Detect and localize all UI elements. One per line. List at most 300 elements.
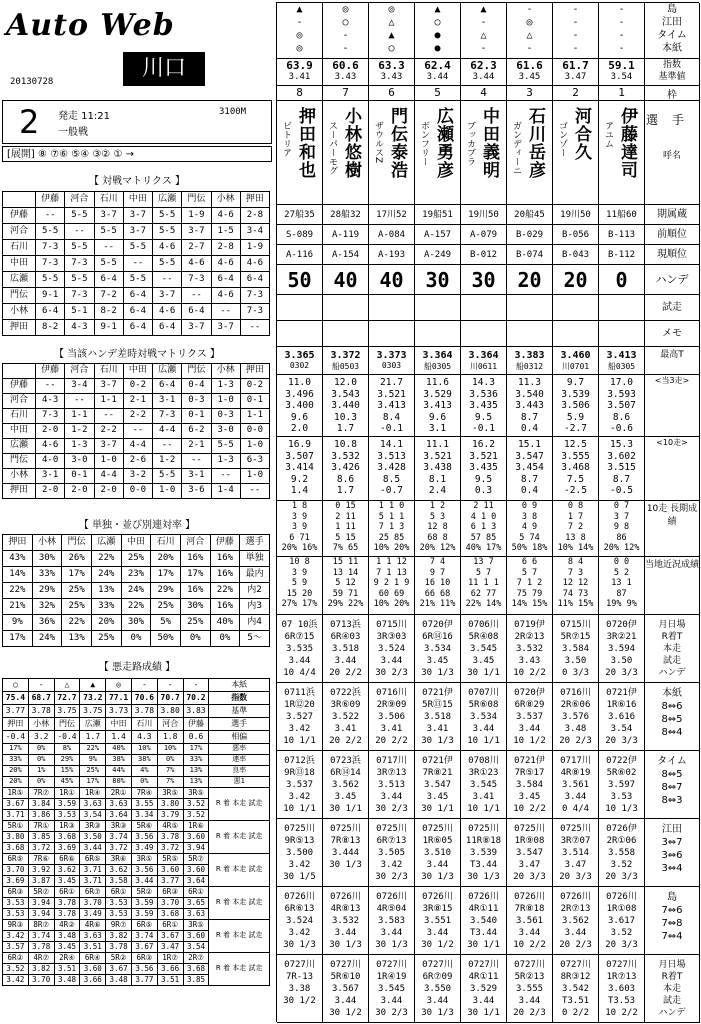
rentai-cell: 30% xyxy=(32,551,62,567)
matrix-cell: 3-7 xyxy=(153,288,182,304)
akuso-hist-cell: 3.67 xyxy=(131,942,157,953)
rider-history-line: 20 2/3 xyxy=(513,1008,546,1018)
rentai-cell: 20% xyxy=(91,615,121,631)
rider-history-line: 3.547 xyxy=(423,780,452,790)
rider-history-line: 0720伊 xyxy=(606,620,637,630)
akuso-cell: 20% xyxy=(3,766,29,777)
akuso-cell: - xyxy=(183,679,209,692)
rentai-col-header: 中田 xyxy=(121,535,151,551)
matrix-cell: 3-2 xyxy=(123,469,152,484)
rider-recent3 xyxy=(415,375,461,437)
matrix-cell: 0-3 xyxy=(211,409,240,424)
rider-history xyxy=(415,683,461,751)
rentai-col-header: 河合 xyxy=(180,535,210,551)
rentai-cell: 23% xyxy=(121,567,151,583)
label-base-text: 基準値 xyxy=(658,72,686,82)
rider-yobi: ゴンゾー xyxy=(557,121,567,157)
rider-marks-line: ◎ xyxy=(296,43,303,54)
akuso-hist-cell: 7R① xyxy=(28,821,54,832)
rider-history xyxy=(277,955,323,1023)
rider-recent10-line: 8.7 xyxy=(612,473,631,485)
matrix-col-header: 石川 xyxy=(94,364,123,379)
rider-history-line: 0716川 xyxy=(560,688,591,698)
akuso-hist-cell: 3.42 xyxy=(3,975,29,986)
rider-history xyxy=(369,615,415,683)
rider-history-line: 1R①08 xyxy=(606,904,637,914)
label-senshu-text: 選手 xyxy=(645,113,698,127)
akuso-cell: 33% xyxy=(183,755,209,766)
akuso-hist-cell: 3.63 xyxy=(80,931,106,942)
label-history xyxy=(645,615,700,683)
rider-history xyxy=(369,751,415,819)
matrix-row-header: 押田 xyxy=(3,320,36,336)
akuso-row-label: 良率 xyxy=(209,766,270,777)
rider-history-line: 30 1/1 xyxy=(329,804,362,814)
akuso-hist-cell: 3.52 xyxy=(183,799,209,810)
akuso-hist-cell: 6R① xyxy=(183,887,209,898)
akuso-hist-cell: 3.62 xyxy=(106,865,132,876)
rider-history-line: 0726川 xyxy=(560,892,591,902)
rider-history-line: 4R⑧13 xyxy=(330,904,361,914)
rider-long-line: 4 9 xyxy=(521,522,538,532)
rider-history-line: 0725川 xyxy=(284,824,315,834)
rider-memo xyxy=(599,321,645,347)
akuso-hist-cell: 3.68 xyxy=(54,832,80,843)
rider-best-date: 川0611 xyxy=(469,362,498,371)
rider-index-value: 61.7 xyxy=(562,59,589,72)
rider-index xyxy=(415,59,461,86)
rider-index xyxy=(461,59,507,86)
matrix-cell: 5-5 xyxy=(94,256,123,272)
rider-ba-line: 5 2 xyxy=(613,567,630,578)
rider-history-line: 3.537 xyxy=(285,780,314,790)
rider-history-line: 1R⑥05 xyxy=(422,836,453,846)
rider-history-line: 0720伊 xyxy=(422,620,453,630)
rider-name: 中田義明 xyxy=(479,107,499,179)
label-gen: 現順位 xyxy=(645,245,700,265)
akuso-hist-cell: 3.60 xyxy=(183,931,209,942)
rider-ba-line: 5 12 xyxy=(335,578,356,588)
label-history-line: 本走 xyxy=(662,644,681,654)
matrix-cell: 4-0 xyxy=(36,454,65,469)
rider-long-line: 2 11 xyxy=(473,501,494,511)
rentai-row-label: 最内 xyxy=(240,567,270,583)
akuso-row-label: 相偏 xyxy=(209,731,270,744)
label-yobi-text: 呼名 xyxy=(662,151,681,161)
akuso-hist-cell: 3.44 xyxy=(80,843,106,854)
matrix-row xyxy=(3,424,270,439)
rider-best-time: 3.460 xyxy=(560,350,591,361)
akuso-hist-cell: 3.59 xyxy=(54,799,80,810)
rider-marks xyxy=(323,3,369,59)
rider-history-line: 0 3/3 xyxy=(561,668,590,678)
label-history-line: R着T xyxy=(661,632,683,642)
akuso-hist-label: R 着 本走 試走 xyxy=(209,788,270,821)
rider-ba-line: 62 77 xyxy=(470,588,497,599)
akuso-hist-cell: 3.85 xyxy=(28,832,54,843)
rider-long-line: 10% 20% xyxy=(373,543,410,553)
rider-history-line: 3.561 xyxy=(561,780,590,790)
rider-ba-line: 8 4 xyxy=(567,557,584,567)
rider-marks-line: △ xyxy=(526,30,533,41)
rider-name: 広瀬勇彦 xyxy=(433,107,453,179)
matrix-row xyxy=(3,394,270,409)
rider-memo xyxy=(553,321,599,347)
akuso-cell: 1% xyxy=(28,766,54,777)
akuso-cell: 1.4 xyxy=(106,731,132,744)
rider-history-line: 10 1/2 xyxy=(513,736,546,746)
rider-recent3-line: 14.3 xyxy=(472,377,495,388)
rider-ba-line: 22% 14% xyxy=(465,599,502,609)
label-zen: 前順位 xyxy=(645,225,700,245)
rider-history-line: 30 2/3 xyxy=(375,804,408,814)
rider-long-line: 25 85 xyxy=(378,532,405,543)
label-pick-line: 7⇔8 xyxy=(661,918,683,929)
rider-history-line: 3.48 xyxy=(564,724,587,734)
rider-history-line: 3.43 xyxy=(518,656,541,666)
matrix-cell: 3-7 xyxy=(182,320,211,336)
rider-history-line: 0726川 xyxy=(376,892,407,902)
rentai-cell: 33% xyxy=(91,599,121,615)
label-pick xyxy=(645,819,700,887)
rider-best-time: 3.365 xyxy=(284,350,315,361)
rider-recent10-line: 3.513 xyxy=(377,450,406,462)
rider-history-line: 3.44 xyxy=(380,928,403,938)
rider-yobi: ザウルスZ xyxy=(373,121,383,164)
rider-marks-line: ◎ xyxy=(526,17,533,28)
rider-recent10-line: 8.7 xyxy=(520,473,539,485)
matrix-cell: 0-3 xyxy=(182,394,211,409)
akuso-hist-cell: 6R④ xyxy=(80,953,106,964)
akuso-row-label: 指数 xyxy=(209,692,270,705)
akuso-cell: 25% xyxy=(80,766,106,777)
rider-marks xyxy=(277,3,323,59)
rider-history-line: 6R⑭14 xyxy=(330,768,361,778)
rider-kizoku: 11船60 xyxy=(599,205,645,225)
matrix-cell: 6-4 xyxy=(240,272,269,288)
akuso-cell: 門伝 xyxy=(54,718,80,731)
matrix-cell: 0-0 xyxy=(240,424,269,439)
matrix-cell: 4-4 xyxy=(153,424,182,439)
akuso-cell: ○ xyxy=(3,679,29,692)
rider-history-line: 3.514 xyxy=(561,848,590,858)
rider-history-line: 3.44 xyxy=(426,996,449,1006)
rider-recent10-line: 3.532 xyxy=(331,450,360,462)
rider-history-line: T3.44 xyxy=(469,928,498,938)
label-pick-line: 8⇔5 xyxy=(661,769,683,780)
rider-recent10-line: 10.8 xyxy=(334,439,357,450)
matrix-cell: 3-4 xyxy=(240,224,269,240)
race-header xyxy=(2,100,272,144)
matrix-cell: 8-2 xyxy=(94,304,123,320)
matrix-row-header: 石川 xyxy=(3,409,36,424)
rider-history-line: 20 3/3 xyxy=(605,736,638,746)
matrix-cell: 1-0 xyxy=(240,469,269,484)
rider-history-line: 30 1/3 xyxy=(329,860,362,870)
rentai-cell: 30% xyxy=(121,615,151,631)
rider-ba-line: 60 69 xyxy=(378,588,405,599)
label-waku: 枠 xyxy=(645,86,700,101)
matrix-cell: 5-5 xyxy=(153,469,182,484)
akuso-hist-cell: 6R① xyxy=(157,920,183,931)
rider-recent3-line: 5.9 xyxy=(566,411,585,423)
logo xyxy=(6,8,236,48)
rider-history-line: 20 2/2 xyxy=(329,668,362,678)
rider-history-line: 0725川 xyxy=(422,824,453,834)
rider-history-line: 6R④03 xyxy=(330,632,361,642)
rider-ba-line: 87 xyxy=(616,588,627,599)
rider-name: 門伝泰浩 xyxy=(387,107,407,179)
akuso-hist-cell: 3.63 xyxy=(106,799,132,810)
rider-recent10-line: 3.426 xyxy=(331,462,360,473)
rider-history-line: 10 1/1 xyxy=(467,736,500,746)
rider-recent3-line: 2.0 xyxy=(290,423,309,434)
matrix-cell: 3-7 xyxy=(94,208,123,224)
rider-recent3-line: 3.1 xyxy=(428,423,447,434)
rider-best xyxy=(369,347,415,375)
rider-marks-line: △ xyxy=(480,30,487,41)
rider-history xyxy=(599,683,645,751)
akuso-hist-cell: 4R② xyxy=(54,920,80,931)
rentai-cell: 43% xyxy=(3,551,33,567)
rider-recent3-line: -0.1 xyxy=(380,423,403,434)
rider-history-line: 3.539 xyxy=(469,848,498,858)
matrix-cell: 5-5 xyxy=(153,224,182,240)
rider-history-line: 2R②13 xyxy=(514,632,545,642)
rider-recent10-line: -0.7 xyxy=(380,485,403,496)
rider-kizoku: 27船35 xyxy=(277,205,323,225)
matrix-cell: 7-3 xyxy=(182,272,211,288)
matrix-row-header: 河合 xyxy=(3,224,36,240)
rentai-cell: 16% xyxy=(210,599,240,615)
rider-gen: A-249 xyxy=(415,245,461,265)
rider-history-line: 3.506 xyxy=(377,712,406,722)
rider-marks xyxy=(415,3,461,59)
matrix-col-header: 中田 xyxy=(123,364,152,379)
rider-name-cell xyxy=(507,101,553,205)
rider-shisou xyxy=(277,295,323,321)
rentai-col-header: 石川 xyxy=(151,535,181,551)
rider-history-line: 0726川 xyxy=(514,892,545,902)
akuso-hist-cell: 3.60 xyxy=(157,865,183,876)
rider-long-line: 3 9 xyxy=(291,522,308,532)
matrix-cell: 5-5 xyxy=(94,224,123,240)
akuso-hist-cell: 3.77 xyxy=(157,876,183,887)
rider-recent3-line: 9.6 xyxy=(290,411,309,423)
rider-history-line: 3.505 xyxy=(377,848,406,858)
rider-history xyxy=(369,887,415,955)
rider-history-line: 2R⑥06 xyxy=(560,700,591,710)
rentai-col-header: 伊藤 xyxy=(210,535,240,551)
rider-long-line: 13 8 xyxy=(565,532,586,543)
rider-recent3-line: 3.593 xyxy=(607,388,636,400)
akuso-hist-cell: 1R③ xyxy=(54,821,80,832)
rider-history-line: 3.45 xyxy=(518,792,541,802)
matrix-cell: 7-3 xyxy=(240,304,269,320)
rider-history-line: 30 1/3 xyxy=(421,736,454,746)
rider-marks-line: - xyxy=(342,43,349,54)
akuso-hist-cell: 3R⑤ xyxy=(131,854,157,865)
akuso-hist-cell: 3.49 xyxy=(80,909,106,920)
akuso-cell: 38% xyxy=(106,755,132,766)
label-pick-line: 本紙 xyxy=(662,688,682,699)
matrix-cell: 7-3 xyxy=(153,409,182,424)
rider-recent10-line: 7.5 xyxy=(566,473,585,485)
rider-history-line: 5R④08 xyxy=(468,632,499,642)
matrix-cell: 2-0 xyxy=(36,424,65,439)
rider-history-line: 6R⑭16 xyxy=(422,632,453,642)
akuso-cell: 4% xyxy=(131,766,157,777)
rider-recent10 xyxy=(277,437,323,501)
akuso-cell: 77.1 xyxy=(106,692,132,705)
rider-gen: A-193 xyxy=(369,245,415,265)
rider-history-line: 3.44 xyxy=(334,656,357,666)
akuso-hist-cell: 7R⑦ xyxy=(28,788,54,799)
rider-history-line: 30 1/3 xyxy=(421,872,454,882)
rider-history-line: 5R⑬15 xyxy=(422,700,453,710)
rentai-cell: 13% xyxy=(62,631,92,647)
akuso-hist-cell: 3.94 xyxy=(28,909,54,920)
akuso-hist-cell: 3.48 xyxy=(106,975,132,986)
akuso-cell: 17% xyxy=(3,744,29,755)
rider-recent10-line: 8.6 xyxy=(336,473,355,485)
rider-history xyxy=(277,887,323,955)
matrix-row xyxy=(3,484,270,499)
rider-memo xyxy=(507,321,553,347)
venue-name: 川口 xyxy=(141,56,186,81)
akuso-cell: - xyxy=(28,679,54,692)
rider-long xyxy=(553,501,599,557)
matrix-cell: 4-3 xyxy=(65,320,94,336)
akuso-hist-cell: 5R⑤ xyxy=(157,854,183,865)
rider-history-line: 0721伊 xyxy=(606,688,637,698)
matrix-row xyxy=(3,208,270,224)
rider-history-line: 3.518 xyxy=(331,644,360,654)
rider-history-line: 0727川 xyxy=(422,960,453,970)
rider-name-cell xyxy=(415,101,461,205)
rider-history-line: 3.597 xyxy=(607,780,636,790)
handi-matrix-title: 【 当該ハンデ差時対戦マトリクス 】 xyxy=(53,349,221,360)
rider-name-cell xyxy=(553,101,599,205)
matrix-cell: 1-1 xyxy=(240,409,269,424)
rider-history-line: 3.583 xyxy=(377,916,406,926)
rentai-table xyxy=(2,534,270,647)
rider-history-line: 3.50 xyxy=(564,656,587,666)
label-pick-line: 3⇔6 xyxy=(661,850,683,861)
rider-ba-line: 59 71 xyxy=(332,588,359,599)
akuso-hist-cell: 6R② xyxy=(3,953,29,964)
akuso-cell: 4.3 xyxy=(131,731,157,744)
akuso-row-label: 基準 xyxy=(209,705,270,718)
rider-index-value: 62.3 xyxy=(470,59,497,72)
rider-history-line: 30 1/3 xyxy=(283,940,316,950)
rider-history xyxy=(553,819,599,887)
rider-index xyxy=(553,59,599,86)
rider-history-line: 10 4/4 xyxy=(283,668,316,678)
matrix-cell: 6-4 xyxy=(153,320,182,336)
rider-history-line: 3.41 xyxy=(472,792,495,802)
akuso-hist-cell: 3.58 xyxy=(106,876,132,887)
rider-recent10 xyxy=(415,437,461,501)
rentai-cell: 36% xyxy=(32,615,62,631)
rider-history-line: 10 1/3 xyxy=(605,804,638,814)
akuso-cell: - xyxy=(157,679,183,692)
rider-history-line: 0727川 xyxy=(330,960,361,970)
rider-recent10-line: 3.547 xyxy=(515,450,544,462)
rider-recent10 xyxy=(553,437,599,501)
rider-history-line: 0715川 xyxy=(560,620,591,630)
rider-best-date: 川0701 xyxy=(561,362,590,371)
rider-history xyxy=(507,683,553,751)
akuso-cell: ◎ xyxy=(106,679,132,692)
label-best: 最高T xyxy=(645,347,700,375)
label-pick xyxy=(645,887,700,955)
rider-index-value: 61.6 xyxy=(516,59,543,72)
rider-yobi: アユム xyxy=(603,121,613,148)
akuso-hist-cell: 6R⑥ xyxy=(54,854,80,865)
rider-long-line: 10% 14% xyxy=(557,543,594,553)
rider-history-line: 3.52 xyxy=(610,860,633,870)
rider-history-line: 3.44 xyxy=(472,724,495,734)
rider-history-line: 0726川 xyxy=(468,892,499,902)
akuso-cell: 3.78 xyxy=(28,705,54,718)
matrix-cell: 7-3 xyxy=(65,256,94,272)
rider-recent3-line: 3.507 xyxy=(607,400,636,411)
rentai-cell: 22% xyxy=(3,583,33,599)
matrix-row xyxy=(3,469,270,484)
matrix-cell: -- xyxy=(36,379,65,394)
akuso-hist-cell: 3.47 xyxy=(157,942,183,953)
rider-history-line: 3.54 xyxy=(610,724,633,734)
label-trainer: 江田 xyxy=(662,17,682,28)
matrix-cell: 1-4 xyxy=(211,484,240,499)
rider-gen: A-154 xyxy=(323,245,369,265)
akuso-cell: - xyxy=(131,679,157,692)
rentai-cell: 29% xyxy=(32,583,62,599)
rider-shisou xyxy=(507,295,553,321)
akuso-cell: 10% xyxy=(131,744,157,755)
rider-history-line: 8R③12 xyxy=(560,972,591,982)
rider-history-line: 10 2/2 xyxy=(605,1008,638,1018)
rider-long-line: 0 7 xyxy=(613,501,630,511)
rider-history-line: 7R⑧18 xyxy=(514,904,545,914)
rentai-cell: 26% xyxy=(62,551,92,567)
akuso-hist-cell: 3.74 xyxy=(28,931,54,942)
rider-waku: 2 xyxy=(553,86,599,101)
rider-history-line: 0 4/4 xyxy=(561,804,590,814)
matrix-cell: -- xyxy=(153,272,182,288)
rider-history-line: 0722伊 xyxy=(606,756,637,766)
rider-recent10 xyxy=(599,437,645,501)
akuso-hist-cell: 3.78 xyxy=(106,942,132,953)
rider-recent10-line: 1.7 xyxy=(336,485,355,496)
rider-history xyxy=(553,615,599,683)
akuso-hist-cell: 3.69 xyxy=(3,876,29,887)
rider-recent10-line: 0.3 xyxy=(474,485,493,496)
rider-recent3-line: 3.440 xyxy=(331,400,360,411)
rider-history xyxy=(415,751,461,819)
matrix-col-header: 広瀬 xyxy=(153,364,182,379)
rider-history-line: 3.45 xyxy=(334,792,357,802)
akuso-cell: 10% xyxy=(157,744,183,755)
rider-history-line: 3.537 xyxy=(515,712,544,722)
rider-recent3-line: 3.496 xyxy=(285,388,314,400)
matrix-row-header: 押田 xyxy=(3,484,36,499)
matrix-cell: 1-9 xyxy=(240,240,269,256)
rider-history-line: 0727川 xyxy=(514,960,545,970)
rider-history-line: 7R⑤17 xyxy=(514,768,545,778)
matrix-cell: 1-2 xyxy=(153,454,182,469)
